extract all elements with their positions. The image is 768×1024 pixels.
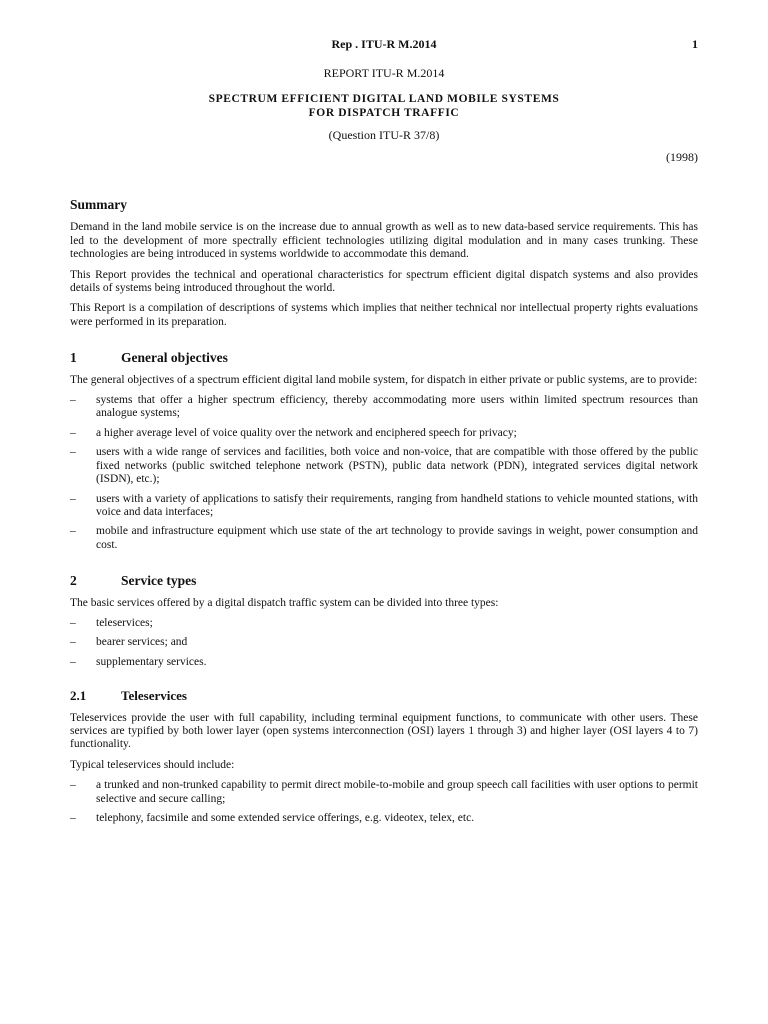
list-item-text: a trunked and non-trunked capability to permit direct mobile-to-mobile and group speech call facilities with user options to permit selective and secure calling; bbox=[96, 779, 698, 805]
report-id: REPORT ITU-R M.2014 bbox=[323, 66, 445, 80]
section-number: 2.1 bbox=[70, 688, 87, 704]
dash-marker: – bbox=[70, 636, 76, 649]
list-item bbox=[70, 656, 698, 669]
section-title: General objectives bbox=[121, 350, 228, 366]
list-item-text: a higher average level of voice quality over the network and enciphered speech for privacy; bbox=[96, 426, 517, 439]
list-item bbox=[70, 525, 698, 552]
bullet-list bbox=[70, 394, 698, 552]
dash-marker: – bbox=[70, 446, 76, 459]
title-line-2: FOR DISPATCH TRAFFIC bbox=[308, 107, 460, 119]
list-item-text: mobile and infrastructure equipment which use state of the art technology to provide savings in weight, power consumption and cost. bbox=[96, 525, 698, 551]
running-title: Rep . ITU-R M.2014 bbox=[331, 37, 437, 51]
list-item bbox=[70, 427, 698, 440]
list-item bbox=[70, 394, 698, 421]
section-title: Service types bbox=[121, 573, 197, 589]
dash-marker: – bbox=[70, 812, 76, 824]
list-item bbox=[70, 617, 698, 630]
subsection-heading bbox=[70, 689, 698, 702]
list-item bbox=[70, 812, 698, 825]
list-item bbox=[70, 636, 698, 649]
list-item-text: supplementary services. bbox=[96, 655, 207, 668]
list-item-text: systems that offer a higher spectrum efficiency, thereby accommodating more users within limited spectrum resources than analogue systems; bbox=[96, 394, 698, 420]
summary-paragraph: This Report is a compilation of descriptions of systems which implies that neither technical nor intellectual property rights evaluations were performed in its preparation. bbox=[70, 302, 698, 328]
list-item bbox=[70, 446, 698, 486]
section-title: Teleservices bbox=[121, 688, 187, 704]
year: (1998) bbox=[666, 150, 698, 164]
summary-paragraph: Demand in the land mobile service is on the increase due to annual growth as well as to new data-based service requirements. This has led to the development of more spectrally efficient technologies utilizing digital modulation and in many cases trunking. These technologies are being introduced in systems worldwide to accommodate this demand. bbox=[70, 221, 698, 261]
title-line-1: SPECTRUM EFFICIENT DIGITAL LAND MOBILE SYSTEMS bbox=[208, 93, 560, 105]
list-item-text: users with a wide range of services and facilities, both voice and non-voice, that are compatible with those offered by the public fixed networks (public switched telephone network (PSTN), public data network (PDN), integrated services digital network (ISDN), etc.); bbox=[96, 446, 698, 486]
body-text bbox=[70, 198, 698, 832]
section-number: 1 bbox=[70, 350, 77, 366]
dash-marker: – bbox=[70, 492, 76, 505]
dash-marker: – bbox=[70, 655, 76, 668]
section-intro: The general objectives of a spectrum efficient digital land mobile system, for dispatch in either private or public systems, are to provide: bbox=[70, 373, 698, 386]
section-intro: Teleservices provide the user with full capability, including terminal equipment functions, to communicate with other users. These services are typified by both lower layer (open systems interconnection (OSI) layers 1 through 3) and higher layer (OSI layers 4 to 7) functionality. bbox=[70, 711, 698, 751]
dash-marker: – bbox=[70, 525, 76, 538]
dash-marker: – bbox=[70, 426, 76, 439]
section-intro-2: Typical teleservices should include: bbox=[70, 758, 235, 771]
section-heading bbox=[70, 574, 698, 587]
bullet-list bbox=[70, 617, 698, 669]
dash-marker: – bbox=[70, 394, 76, 407]
summary-heading: Summary bbox=[70, 197, 127, 212]
list-item bbox=[70, 779, 698, 806]
dash-marker: – bbox=[70, 779, 76, 792]
section-number: 2 bbox=[70, 573, 77, 589]
list-item-text: users with a variety of applications to satisfy their requirements, ranging from handheld stations to vehicle mounted stations, with voice and data interfaces; bbox=[96, 492, 698, 518]
dash-marker: – bbox=[70, 616, 76, 629]
list-item bbox=[70, 493, 698, 520]
document-title bbox=[70, 92, 698, 120]
question-reference: (Question ITU-R 37/8) bbox=[328, 128, 440, 142]
page-number: 1 bbox=[692, 37, 698, 51]
section-heading bbox=[70, 351, 698, 364]
list-item-text: bearer services; and bbox=[96, 636, 188, 649]
bullet-list bbox=[70, 779, 698, 825]
list-item-text: teleservices; bbox=[96, 616, 153, 629]
summary-paragraph: This Report provides the technical and operational characteristics for spectrum efficient digital dispatch systems and also provides details of systems being introduced throughout the world. bbox=[70, 268, 698, 295]
section-intro: The basic services offered by a digital dispatch traffic system can be divided into three types: bbox=[70, 596, 499, 609]
list-item-text: telephony, facsimile and some extended service offerings, e.g. videotex, telex, etc. bbox=[96, 812, 475, 824]
